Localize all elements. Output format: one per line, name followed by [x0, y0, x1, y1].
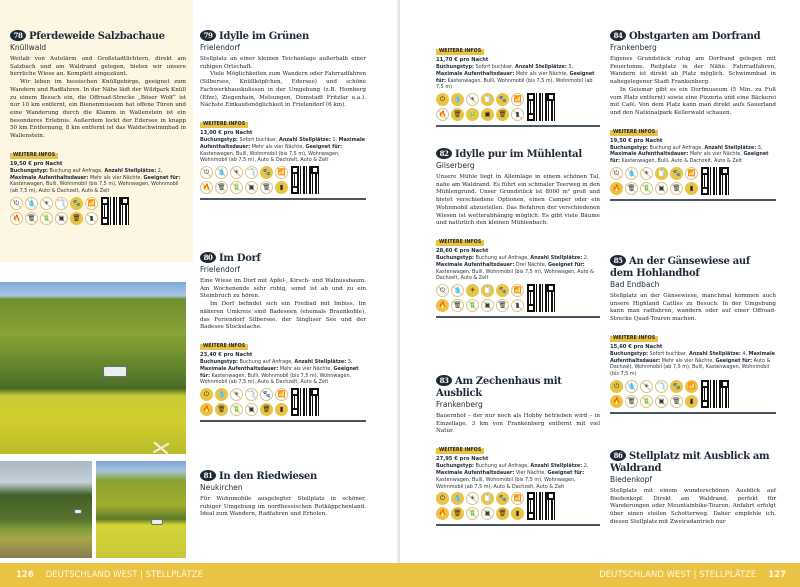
campfire-icon: 🔥	[610, 182, 623, 195]
entry-title: 84 Obstgarten am Dorfrand	[610, 30, 776, 43]
toilet-paper-icon: 🧻	[55, 197, 68, 210]
spots-count-value: 3,	[347, 358, 353, 365]
suitable-for-label: Geeignet für:	[305, 143, 343, 150]
trash-icon: 🗑	[670, 395, 683, 408]
no-shade-icon: ☀	[466, 284, 479, 297]
battery-disposal-icon: 🔋	[466, 108, 479, 121]
entry-town: Frankenberg	[610, 43, 657, 52]
amenities	[436, 93, 600, 121]
pets-icon: 🐾	[670, 167, 683, 180]
waste-icon: 🗑	[451, 507, 464, 520]
divider	[436, 125, 600, 127]
suitable-for-value: Kastenwagen, Bulli, Wohnmobil (bis 7,5 m), Wohnwagen, Wohnmobil (ab 7,5 m), Auto & Dachzelt, Auto & Zelt	[200, 372, 352, 386]
qr-finder	[721, 167, 729, 175]
pets-icon: 🐾	[70, 197, 83, 210]
more-info-tag: WEITERE INFOS	[436, 49, 484, 55]
price: 19,50 € pro Nacht	[10, 160, 63, 167]
qr-finder	[311, 388, 319, 396]
more-info-tag: WEITERE INFOS	[610, 130, 658, 136]
toilet-cassette-icon: ▣	[655, 182, 668, 195]
entry-85	[610, 255, 776, 414]
qr-finder	[101, 217, 109, 225]
qr-finder	[701, 187, 709, 195]
wifi-icon: 📶	[685, 380, 698, 393]
spots-count-value: 2,	[583, 463, 589, 470]
trash-icon: 🗑	[496, 299, 509, 312]
booking-type-value: Buchung auf Anfrage,	[239, 358, 293, 365]
max-stay-value: Mehr als vier Nächte,	[689, 151, 742, 158]
wifi-icon: 📶	[511, 284, 524, 297]
entry-description: Eine Wiese im Dorf mit Apfel-, Kirsch- und Walnussbaum. Am Wochenende sehr ruhig, sonst ist ab und zu ein Steinbruch zu hören. Im Dorf befindet sich ein Freibad mit Imbiss. Im näheren Umkreis sind Badeseen (ehemals Braunkohle), das Feriendorf Silbersee, der Singliser See und der Badesee Stockelache.	[200, 278, 366, 331]
suitable-for-value: Kastenwagen, Bulli, Wohnmobil (bis 7,5 m), Wohnmobil (ab 7,5 m)	[436, 77, 593, 91]
campfire-icon: 🔥	[200, 181, 213, 194]
battery-disposal-icon: 🔋	[640, 182, 653, 195]
photo-meadow-camper	[0, 282, 186, 454]
power-icon: ⏻	[610, 380, 623, 393]
toilet-cassette-icon: ▣	[481, 507, 494, 520]
entry-78	[10, 30, 186, 225]
more-info-tag: WEITERE INFOS	[436, 240, 484, 246]
trash-icon: 🗑	[70, 212, 83, 225]
wifi-icon: 📶	[511, 492, 524, 505]
waste-icon: 🗑	[451, 299, 464, 312]
price: 15,60 € pro Nacht	[610, 343, 663, 350]
qr-code[interactable]	[701, 380, 729, 408]
photo-meadow-forest	[96, 461, 186, 558]
campfire-icon: 🔥	[200, 403, 213, 416]
booking-type-label: Buchungstyp:	[200, 136, 238, 143]
entry-description: Eigenes Grundstück ruhig am Dorfrand gelegen mit Feuertonne. Reitplatz in der Nähe. Fahrradfahren, Wandern ist direkt ab Platz möglich. Schwimmbad in nahegelegener Stadt Frankenberg. In Geismar gibt es ein Dorfmuseum (5 Min. zu Fuß vom Platz entfernt) sowie eine Pizzeria und eine Bäckerei mit Café. Von dem Platz kann man direkt aufs Sauerland und den Nationalpark Kellerwald schauen.	[610, 56, 776, 116]
spots-count-value: 3,	[757, 144, 763, 151]
battery-disposal-icon: 🔋	[230, 403, 243, 416]
water-icon: 💧	[451, 93, 464, 106]
price: 13,00 € pro Nacht	[200, 129, 253, 136]
spots-count-label: Anzahl Stellplätze:	[279, 136, 331, 143]
divider	[200, 420, 366, 422]
camper-van	[151, 519, 163, 525]
toilet-cassette-icon: ▣	[481, 299, 494, 312]
max-stay-label: Maximale Aufenthaltsdauer:	[436, 70, 515, 77]
entry-description: Bauernhof – der nur noch als Hobby betrieben wird – in Einzellage, 3 km von Frankenberg entfernt mit viel Natur.	[436, 413, 600, 435]
power-icon: ⏻	[200, 166, 213, 179]
spots-count-label: Anzahl Stellplätze:	[294, 358, 347, 365]
battery-disposal-icon: 🔋	[230, 181, 243, 194]
suitable-for-label: Geeignet für:	[547, 261, 585, 268]
power-icon: ⏻	[10, 197, 23, 210]
price: 28,60 € pro Nacht	[436, 247, 489, 254]
suitable-for-label: Geeignet für:	[547, 469, 585, 476]
battery-disposal-icon: 🔋	[640, 395, 653, 408]
amenity-grid	[200, 388, 288, 416]
qr-code[interactable]	[291, 388, 319, 416]
booking-type-value: Buchung auf Anfrage,	[475, 463, 529, 470]
max-stay-label: Maximale Aufenthaltsdauer:	[200, 136, 365, 150]
amenity-grid	[436, 93, 524, 121]
divider	[610, 412, 776, 414]
page-number: 126	[16, 570, 34, 580]
divider	[436, 524, 600, 526]
max-stay-label: Maximale Aufenthaltsdauer:	[436, 469, 515, 476]
amenity-grid	[610, 380, 698, 408]
max-stay-label: Maximale Aufenthaltsdauer:	[610, 151, 689, 158]
entry-title: 79 Idylle im Grünen	[200, 30, 366, 43]
amenity-grid	[200, 166, 288, 194]
no-shade-icon: ☀	[230, 166, 243, 179]
toilet-cassette-icon: ▣	[245, 403, 258, 416]
suitable-for-label: Geeignet für:	[610, 151, 769, 165]
max-stay-value: Mehr als vier Nächte,	[279, 365, 332, 372]
trash-icon: 🗑	[496, 507, 509, 520]
toilet-cassette-icon: ▣	[55, 212, 68, 225]
entry-81-continued	[436, 37, 600, 127]
power-icon: ⏻	[436, 284, 449, 297]
power-icon: ⏻	[200, 388, 213, 401]
amenities	[200, 388, 366, 416]
qr-finder	[547, 492, 555, 500]
trash-icon: 🗑	[496, 108, 509, 121]
entry-title: 85 An der Gänsewiese auf dem Hohlandhof	[610, 256, 750, 279]
max-stay-label: Maximale Aufenthaltsdauer:	[10, 174, 89, 181]
waste-icon: 🗑	[625, 182, 638, 195]
more-info-tag: WEITERE INFOS	[10, 153, 58, 159]
pets-icon: 🐾	[496, 492, 509, 505]
no-shade-icon: ☀	[640, 167, 653, 180]
signal-icon: ▮	[511, 507, 524, 520]
toilet-paper-icon: 🧻	[245, 166, 258, 179]
qr-code[interactable]	[527, 492, 555, 520]
entry-number: 83	[436, 375, 452, 386]
spots-count-label: Anzahl Stellplätze:	[530, 254, 583, 261]
suitable-for-label: Geeignet für:	[436, 70, 595, 84]
water-icon: 💧	[215, 166, 228, 179]
booking-type-value: Sofort buchbar,	[475, 64, 514, 70]
entry-number: 86	[610, 450, 626, 461]
suitable-for-label: Geeignet für:	[715, 357, 753, 364]
pets-icon: 🐾	[670, 380, 683, 393]
entry-details	[200, 137, 366, 164]
trash-icon: 🗑	[260, 181, 273, 194]
entry-number: 84	[610, 30, 626, 41]
suitable-for-value: Kastenwagen, Bulli, Wohnmobil (bis 7,5 m), Wohnwagen, Wohnmobil (ab 7,5 m), Auto & Dachzelt, Auto & Zelt	[10, 181, 179, 195]
battery-disposal-icon: 🔋	[466, 299, 479, 312]
qr-finder	[701, 400, 709, 408]
entry-town: Frielendorf	[200, 265, 241, 274]
trash-icon: 🗑	[260, 403, 273, 416]
no-shade-icon: ☀	[40, 197, 53, 210]
suitable-for-value: Auto & Dachzelt, Wohnmobil (ab 7,5 m), Bulli, Kastenwagen, Wohnmobil (bis 7,5 m)	[610, 357, 771, 378]
amenity-grid	[610, 167, 698, 195]
amenity-grid	[10, 197, 98, 225]
entry-town: Frankenberg	[436, 400, 483, 409]
trash-icon: 🗑	[670, 182, 683, 195]
entry-number: 82	[436, 148, 452, 159]
signal-icon: ▮	[511, 108, 524, 121]
qr-finder	[101, 197, 109, 205]
qr-finder	[547, 284, 555, 292]
spots-count-value: 3,	[568, 64, 574, 70]
qr-code[interactable]	[527, 284, 555, 312]
page-number: 127	[768, 570, 786, 580]
spots-count-label: Anzahl Stellplätze:	[530, 463, 583, 470]
amenity-grid	[436, 492, 524, 520]
qr-finder	[291, 388, 299, 396]
camper-van	[103, 366, 127, 377]
waste-icon: 🗑	[215, 403, 228, 416]
entry-town: Bad Endbach	[610, 280, 660, 289]
qr-finder	[527, 93, 535, 101]
entry-town: Biedenkopf	[610, 475, 653, 484]
power-icon: ⏻	[436, 492, 449, 505]
qr-finder	[701, 167, 709, 175]
toilet-paper-icon: 🧻	[245, 388, 258, 401]
qr-finder	[527, 492, 535, 500]
booking-type-label: Buchungstyp:	[610, 350, 648, 357]
qr-finder	[547, 93, 555, 101]
no-shade-icon: ☀	[466, 93, 479, 106]
pets-icon: 🐾	[260, 388, 273, 401]
campfire-icon: 🔥	[436, 108, 449, 121]
section-label: DEUTSCHLAND WEST | STELLPLÄTZE	[599, 570, 757, 580]
signal-icon: ▮	[685, 182, 698, 195]
entry-description: Weitab von Autolärm und Großstadtlichtern, direkt am Salzbach und am Waldrand gelegen, bieten wir unsere herrliche Wiese an. Komplett eingezäunt. Wir leben im hessischen Knüllgebirge, geeignet zum Wandern und Radfahren. In der Nähe lädt der Wildpark Knüll zu einem Besuch ein, die Offroad-Strecke „Böser Wolf“ ist nur 10 km entfernt, ein Bienenmuseum hat offene Türen und eine Wanderung durch die Klamm in Wallenstein ist ein besonderes Erlebnis. Außerdem lockt der Edersee in knapp 50 km Entfernung, 8 km entfernt ist das Waldschwimmbad in Wallenstein.	[10, 56, 186, 140]
footer-right	[400, 563, 800, 587]
campfire-icon: 🔥	[610, 395, 623, 408]
signal-icon: ▮	[275, 181, 288, 194]
entry-town: Knüllwald	[10, 43, 47, 52]
price: 19,50 € pro Nacht	[610, 137, 663, 144]
qr-finder	[527, 304, 535, 312]
suitable-for-value: Kastenwagen, Bulli, Auto & Dachzelt, Auto & Zelt	[621, 158, 742, 165]
price: 27,95 € pro Nacht	[436, 456, 489, 463]
suitable-for-value: Kastenwagen, Bulli, Wohnmobil (bis 7,5 m), Wohnwagen, Wohnmobil (ab 7,5 m), Auto & Dachzelt, Auto & Zelt	[436, 476, 576, 490]
entry-number: 79	[200, 30, 216, 41]
entry-details	[610, 351, 776, 378]
wifi-icon: 📶	[511, 93, 524, 106]
wifi-icon: 📶	[685, 167, 698, 180]
entry-details	[610, 145, 776, 165]
entry-number: 78	[10, 30, 26, 41]
footer-left	[0, 563, 400, 587]
booking-type-label: Buchungstyp:	[200, 358, 238, 365]
pets-icon: 🐾	[496, 93, 509, 106]
water-icon: 💧	[625, 380, 638, 393]
entry-number: 80	[200, 252, 216, 263]
battery-disposal-icon: 🔋	[40, 212, 53, 225]
divider	[200, 198, 366, 200]
qr-finder	[291, 166, 299, 174]
entry-81	[200, 470, 366, 519]
wifi-icon: 📶	[275, 388, 288, 401]
spots-count-value: 1,	[332, 136, 338, 143]
price: 23,40 € pro Nacht	[200, 351, 253, 358]
entry-title: 81 In den Riedwiesen	[200, 470, 366, 483]
max-stay-value: Mehr als vier Nächte,	[661, 357, 714, 364]
entry-details	[10, 168, 186, 195]
suitable-for-label: Geeignet für:	[143, 174, 181, 181]
divider	[610, 199, 776, 201]
booking-type-value: Buchung auf Anfrage,	[49, 167, 103, 174]
campfire-icon: 🔥	[10, 212, 23, 225]
toilet-cassette-icon: ▣	[245, 181, 258, 194]
booking-type-label: Buchungstyp:	[436, 64, 474, 70]
max-stay-value: Mehr als vier Nächte,	[515, 70, 568, 77]
campfire-icon: 🔥	[436, 299, 449, 312]
booking-type-value: Sofort buchbar,	[239, 136, 278, 143]
max-stay-value: Drei Nächte,	[515, 261, 547, 268]
no-shade-icon: ☀	[466, 492, 479, 505]
water-icon: 💧	[451, 284, 464, 297]
spots-count-label: Anzahl Stellplätze:	[515, 64, 567, 70]
entry-details	[200, 359, 366, 386]
amenities	[10, 197, 186, 225]
photo-path-meadow	[0, 461, 92, 558]
entry-details	[436, 463, 600, 490]
booking-type-value: Sofort buchbar,	[649, 350, 688, 357]
toilet-cassette-icon: ▣	[655, 395, 668, 408]
water-icon: 💧	[25, 197, 38, 210]
water-icon: 💧	[625, 167, 638, 180]
qr-finder	[291, 186, 299, 194]
qr-code[interactable]	[291, 166, 319, 194]
entry-title: 80 Im Dorf	[200, 252, 366, 265]
qr-finder	[527, 512, 535, 520]
max-stay-label: Maximale Aufenthaltsdauer:	[200, 365, 279, 372]
more-info-tag: WEITERE INFOS	[436, 448, 484, 454]
booking-type-label: Buchungstyp:	[610, 144, 648, 151]
water-icon: 💧	[451, 492, 464, 505]
divider	[436, 316, 600, 318]
amenities	[200, 166, 366, 194]
spots-count-label: Anzahl Stellplätze:	[704, 144, 757, 151]
entry-details	[436, 255, 600, 282]
entry-84	[610, 30, 776, 201]
battery-disposal-icon: 🔋	[466, 507, 479, 520]
spots-count-value: 4,	[742, 350, 748, 357]
entry-details	[436, 64, 600, 91]
entry-number: 81	[200, 470, 216, 481]
amenity-grid	[436, 284, 524, 312]
entry-79	[200, 30, 366, 200]
signal-icon: ▮	[85, 212, 98, 225]
entry-83	[436, 375, 600, 526]
suitable-for-label: Geeignet für:	[200, 365, 359, 379]
signal-icon: ▮	[685, 395, 698, 408]
qr-finder	[721, 380, 729, 388]
toilet-cassette-icon: ▣	[481, 108, 494, 121]
booking-type-label: Buchungstyp:	[10, 167, 48, 174]
more-info-tag: WEITERE INFOS	[200, 122, 248, 128]
wifi-icon: 📶	[85, 197, 98, 210]
signal-icon: ▮	[275, 403, 288, 416]
qr-code[interactable]	[101, 197, 129, 225]
toilet-paper-icon: 🧻	[655, 167, 668, 180]
amenities	[610, 167, 776, 195]
more-info-tag: WEITERE INFOS	[200, 344, 248, 350]
amenities	[436, 492, 600, 520]
qr-finder	[701, 380, 709, 388]
entry-description: Stellplatz mit einem wunderschönen Ausblick auf Biedenkopf. Direkt am Waldrand, perfekt für Wanderungen oder Mountainbike-Touren. Anfahrt erfolgt über einen steilen Schotterweg. Daher empfehle ich, diesen Stellplatz mit Zweiradantrieb nur	[610, 488, 776, 525]
spots-count-label: Anzahl Stellplätze:	[689, 350, 741, 357]
max-stay-value: Vier Nächte,	[515, 469, 546, 476]
wifi-icon: 📶	[275, 166, 288, 179]
qr-finder	[527, 113, 535, 121]
qr-code[interactable]	[527, 93, 555, 121]
pets-icon: 🐾	[496, 284, 509, 297]
power-icon: ⏻	[610, 167, 623, 180]
booking-type-value: Buchung auf Anfrage,	[475, 254, 529, 261]
max-stay-value: Mehr als vier Nächte,	[89, 174, 142, 181]
entry-title: 83 Am Zechenhaus mit Ausblick	[436, 376, 562, 399]
qr-finder	[527, 284, 535, 292]
entry-82	[436, 148, 600, 318]
pets-icon: 🐾	[260, 166, 273, 179]
entry-town: Neukirchen	[200, 483, 243, 492]
waste-icon: 🗑	[215, 181, 228, 194]
entry-number: 85	[610, 255, 626, 266]
no-shade-icon: ☀	[230, 388, 243, 401]
qr-finder	[121, 197, 129, 205]
entry-title: 78 Pferdeweide Salzbachaue	[10, 30, 186, 43]
water-icon: 💧	[215, 388, 228, 401]
suitable-for-value: Kastenwagen, Bulli, Wohnmobil (bis 7,5 m), Wohnwagen, Auto & Dachzelt, Auto & Zelt	[436, 268, 594, 282]
right-page	[400, 0, 800, 587]
max-stay-label: Maximale Aufenthaltsdauer:	[610, 350, 775, 364]
price: 11,70 € pro Nacht	[436, 57, 489, 63]
spots-count-label: Anzahl Stellplätze:	[104, 167, 157, 174]
entry-80	[200, 252, 366, 422]
signal-icon: ▮	[511, 299, 524, 312]
entry-description: Unsere Mühle liegt in Alleinlage in einem schönen Tal, nahe am Waldrand. Es führt ein schmaler Teerweg in den Mühlengrund. Unser Grundstück ist 8000 m² groß und bietet verschiedene Optionen, einen Camper oder ein Wohnmobil abzustellen. Das Befahren der verschiedenen Wiesen ist wetterabhängig möglich. Es gibt viele Bäume und natürlich den kleinen Mühlenbach.	[436, 174, 600, 227]
max-stay-value: Mehr als vier Nächte,	[251, 143, 304, 150]
qr-finder	[311, 166, 319, 174]
waste-icon: 🗑	[25, 212, 38, 225]
spots-count-value: 2,	[157, 167, 163, 174]
toilet-paper-icon: 🧻	[481, 93, 494, 106]
waste-icon: 🗑	[625, 395, 638, 408]
qr-finder	[291, 408, 299, 416]
spots-count-value: 2,	[583, 254, 589, 261]
entry-86	[610, 450, 776, 527]
entry-town: Frielendorf	[200, 43, 241, 52]
section-label: DEUTSCHLAND WEST | STELLPLÄTZE	[45, 570, 203, 580]
camper-van	[74, 509, 82, 514]
booking-type-value: Buchung auf Anfrage,	[649, 144, 703, 151]
entry-town: Gilserberg	[436, 161, 475, 170]
waste-icon: 🗑	[451, 108, 464, 121]
more-info-tag: WEITERE INFOS	[610, 336, 658, 342]
power-icon: ⏻	[436, 93, 449, 106]
entry-title: 82 Idylle pur im Mühlental	[436, 148, 600, 161]
max-stay-label: Maximale Aufenthaltsdauer:	[436, 261, 515, 268]
booking-type-label: Buchungstyp:	[436, 254, 474, 261]
entry-description: Stellplatz an einer kleinen Teichanlage außerhalb einer ruhigen Ortschaft. Viele Möglichkeiten zum Wandern oder Fahrradfahren (Silbersee, Knüllköpfchen, Edersee) und schöne Fachwerkhauskulissen in der Umgebung (z.B. Homberg (Efze), Ziegenhain, Melsungen, Domstadt Fritzlar u.a.). Nächste Einkaufsmöglichkeit in Frielendorf (6 km).	[200, 56, 366, 109]
entry-description: Stellplatz an der Gänsewiese, manchmal kommen auch unsere Highland Cattles zu Besuch. In der Umgebung kann man radfahren, wandern oder auf einer Offroad-Strecke Quad-Touren machen.	[610, 293, 776, 323]
entry-title: 86 Stellplatz mit Ausblick am Waldrand	[610, 451, 770, 474]
amenities	[610, 380, 776, 408]
qr-code[interactable]	[701, 167, 729, 195]
amenities	[436, 284, 600, 312]
campfire-icon: 🔥	[436, 507, 449, 520]
booking-type-label: Buchungstyp:	[436, 463, 474, 470]
toilet-paper-icon: 🧻	[655, 380, 668, 393]
toilet-paper-icon: 🧻	[481, 284, 494, 297]
entry-description: Für Wohnmobile ausgelegter Stellplatz in schöner, ruhiger Umgebung im nordhessischen Rotkäppchenland. Ideal zum Wandern, Radfahren und Erholen.	[200, 496, 366, 518]
suitable-for-value: Kastenwagen, Bulli, Wohnmobil (bis 7,5 m), Wohnwagen, Wohnmobil (ab 7,5 m), Auto & Dachzelt, Auto & Zelt	[200, 150, 340, 164]
toilet-paper-icon: 🧻	[481, 492, 494, 505]
no-shade-icon: ☀	[640, 380, 653, 393]
